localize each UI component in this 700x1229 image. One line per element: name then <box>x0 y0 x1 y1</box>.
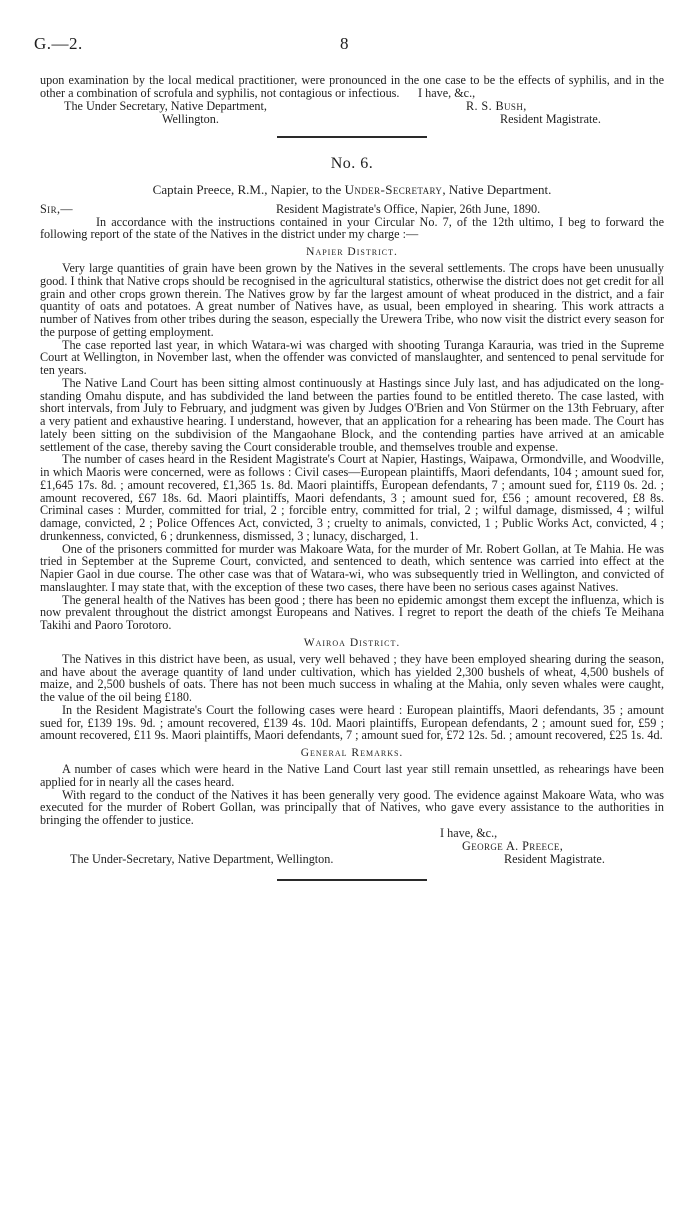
letter-addressee: The Under-Secretary, Native Department, Wellington. <box>70 851 334 866</box>
previous-letter-addressee: The Under Secretary, Native Department, <box>64 98 267 113</box>
wairoa-paragraph: In the Resident Magistrate's Court the following cases were heard : European plaintiffs, Maori defendants, 35 ; amount sued for, £139 19s. 9d. ; amount recovered, £139 4s. 10d. Maori plaintiffs, European defendants, 2 ; amount sued for, £59 ; amount recovered, £11 9s. Maori plaintiffs, Maori defendants, 7 ; amount sued for, £72 12s. 5d. ; amount recovered, £25 1s. 4d. <box>40 702 664 743</box>
section-divider <box>277 879 427 881</box>
addressee-signature-row <box>40 100 664 113</box>
napier-paragraph: The number of cases heard in the Resident Magistrate's Court at Napier, Hastings, Waipawa, Ormondville, and Woodville, in which Maoris were concerned, were as follows : Civil cases—European plaintiffs, Maori defendants, 104 ; amount sued for, £1,645 17s. 8d. ; amount recovered, £1,365 1s. 8d. Maori plaintiffs, European defendants, 7 ; amount sued for, £119 0s. 2d. ; amount recovered, £67 18s. 6d. Maori plaintiffs, Maori defendants, 3 ; amount sued for, £56 ; amount recovered, £8 8s. Criminal cases : Murder, committed for trial, 2 ; forcible entry, committed for trial, 2 ; wilful damage, dismissed, 4 ; wilful damage, convicted, 2 ; Police Offences Act, convicted, 3 ; cruelty to animals, convicted, 1 ; Public Works Act, convicted, 4 ; drunkenness, convicted, 6 ; drunkenness, dismissed, 3 ; lunacy, discharged, 1. <box>40 452 664 543</box>
addressee-title-row <box>40 113 664 126</box>
general-paragraph: A number of cases which were heard in the Native Land Court last year still remain unsettled, as rehearings have been applied for in nearly all the cases heard. <box>40 762 664 789</box>
dateline: Resident Magistrate's Office, Napier, 26th June, 1890. <box>276 201 541 216</box>
general-paragraph: With regard to the conduct of the Natives it has been generally very good. The evidence against Makoare Wata, who was executed for the murder of Robert Gollan, was principally that of Natives, who gave every assistance to the authorities in bringing the offender to justice. <box>40 787 664 827</box>
closing-row <box>40 87 664 100</box>
intro-paragraph: In accordance with the instructions contained in your Circular No. 7, of the 12th ultimo, I beg to forward the following report of the state of the Natives in the district under my charge :— <box>40 214 664 242</box>
general-remarks-heading: General Remarks. <box>300 747 404 759</box>
document-page <box>34 30 664 881</box>
previous-letter-addressee-city: Wellington. <box>162 111 219 126</box>
signature-row <box>40 840 664 853</box>
letter-signer-title: Resident Magistrate. <box>504 851 605 866</box>
wairoa-district-heading: Wairoa District. <box>303 636 401 649</box>
letter-signature: George A. Preece, <box>462 838 564 853</box>
letter-title-from: Captain Preece, R.M., Napier, to the <box>152 181 345 197</box>
letter-closing: I have, &c., <box>440 825 498 840</box>
section-divider <box>277 136 427 138</box>
previous-letter-signature: R. S. Bush, <box>466 98 527 113</box>
parliamentary-paper-reference: G.—2. <box>34 34 83 53</box>
addressee-row <box>40 853 664 866</box>
page-header <box>34 30 664 60</box>
closing-row <box>40 827 664 840</box>
letter-title-to: Under-Secretary <box>344 181 443 197</box>
salutation-row <box>40 203 664 216</box>
previous-letter-paragraph: upon examination by the local medical practitioner, were pronounced in the one case to be the effects of syphilis, and in the other a combination of scrofula and syphilis, not contagious or infectious. <box>40 73 664 100</box>
page-number: 8 <box>340 34 349 53</box>
napier-paragraph: The case reported last year, in which Watara-wi was charged with shooting Turanga Karauria, was tried in the Supreme Court at Wellington, in November last, when the offender was convicted of manslaughter, and sentenced to penal servitude for ten years. <box>40 337 664 377</box>
previous-letter-closing: I have, &c., <box>418 85 476 100</box>
napier-paragraph: The Native Land Court has been sitting almost continuously at Hastings since July last, and has adjudicated on the long-standing Omahu dispute, and has subdivided the land between the parties found to be entitled thereto. The case lasted, with short intervals, from July to February, and judgment was given by Judges O'Brien and Von Stürmer on the 13th February, after a very patient and exhaustive hearing. I understand, however, that an application for a rehearing has been made. The Court has lately been sitting on the subdivision of the Mangaohane Block, and the contending parties have arrived at an amicable settlement of the case, thereby saving the Court considerable trouble, and themselves trouble and expense. <box>40 375 664 454</box>
letter-number: No. 6. <box>330 154 374 172</box>
salutation: Sir,— <box>40 201 74 216</box>
napier-paragraph: One of the prisoners committed for murder was Makoare Wata, for the murder of Mr. Robert Gollan, at Te Mahia. He was tried in September at the Supreme Court, convicted, and sentenced to death, which sentence was carried into effect at the Napier Gaol in due course. The other case was that of Watara-wi, who was subsequently tried in Wellington, and convicted of manslaughter. I may state that, with the exception of these two cases, there have been no serious cases against Natives. <box>40 541 664 594</box>
previous-letter-signer-title: Resident Magistrate. <box>500 111 601 126</box>
napier-paragraph: The general health of the Natives has been good ; there has been no epidemic amongst them except the influenza, which is now prevalent throughout the district amongst Europeans and Natives. I regret to report the death of the chiefs Te Meihana Takihi and Paoro Torotoro. <box>40 592 664 632</box>
letter-title <box>40 182 664 198</box>
napier-paragraph: Very large quantities of grain have been grown by the Natives in the several settlements. The crops have been unusually good. I think that Native crops should be recognised in the agricultural statistics, otherwise the district does not get credit for all grain and other crops grown therein. The Natives grow by far the largest amount of wheat produced in the district, and a fair quantity of oats and potatoes. A great number of Natives have, as usual, been employed in shearing. This work attracts a number of Natives from other tribes during the season, especially the Urewera Tribe, who now visit the district every season for the purpose of getting employment. <box>40 261 664 339</box>
wairoa-paragraph: The Natives in this district have been, as usual, very well behaved ; they have been employed shearing during the season, and have about the average quantity of land under cultivation, which has yielded 2,300 bushels of wheat, 4,500 bushels of maize, and 2,500 bushels of oats. There has not been much success in whaling at the Mahia, only seven whales were caught, the value of the oil being £180. <box>40 651 664 704</box>
napier-district-heading: Napier District. <box>306 246 398 258</box>
letter-title-rest: , Native Department. <box>442 181 552 197</box>
